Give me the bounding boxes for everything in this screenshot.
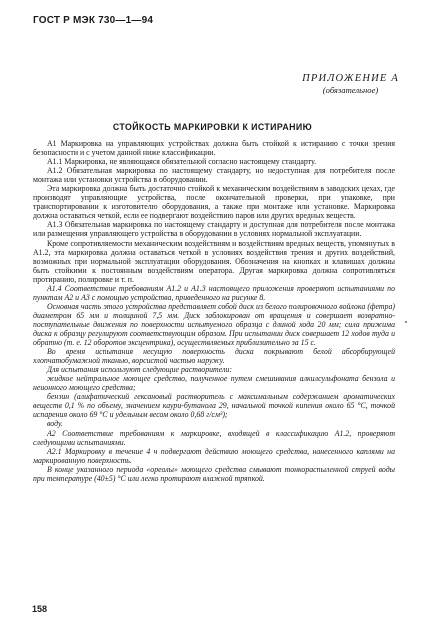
paragraph-a1-2-detail: Эта маркировка должна быть достаточно стойкой к механическим воздействиям в заводских цехах, где производят управляющие устройства, после окончательной проверки, при упаковке, при транспортировании к изготовителю оборудования, а также при монтаже или установке. Маркировка должна оставаться четкой, если ее подвергают воздействию паров или других вредных веществ. — [33, 184, 395, 221]
scan-speck — [405, 321, 407, 323]
paragraph-a1-3-detail: Кроме сопротивляемости механическим воздействиям и воздействиям вредных веществ, упомянутых в А1.2, эта маркировка должна оставаться четкой в условиях воздействия трения и других воздействий, возможных при нормальной эксплуатации оборудования. Обозначения на кнопках и клавишах должны быть стойкими к постоянным воздействиям оператора. Другая маркировка должна сопротивляться протиранию, полировке и т. п. — [33, 238, 395, 284]
paragraph-a2: А2 Соответствие требованиям к маркировке, входящей в классификацию А1.2, проверяют следующими испытаниями. — [33, 428, 395, 447]
section-title: СТОЙКОСТЬ МАРКИРОВКИ К ИСТИРАНИЮ — [112, 122, 313, 132]
page-number: 158 — [32, 604, 48, 614]
paragraph-device-description: Основная часть этого устройства представляет собой диск из белого полировочного войлока (фетра) диаметром 65 мм и толщиной 7,5 мм. Диск заблокирован от вращения и совершает возвратно-поступательные движения по поверхности испытуемого образца с длиной хода 20 мм; сила прижима диска к образцу регулируют соответствующим образом. При испытании диск совершает 12 ходов туда и обратно (т. е. 12 оборотов эксцентрика), осуществляемых приблизительно за 15 с. — [33, 301, 395, 348]
paragraph-solvents-intro: Для испытания используют следующие растворители: — [47, 365, 232, 375]
paragraph-a1-3: А1.3 Обязательная маркировка по настоящему стандарту и доступная для потребителя после монтажа или размещения управляющего устройства в оборудовании в условиях нормальной эксплуатации. — [33, 220, 395, 239]
paragraph-solvent-water: воду. — [47, 419, 63, 429]
paragraph-fabric: Во время испытания несущую поверхность диска покрывают белой абсорбирующей хлопчатобумажной тканью, ворсистой частью наружу. — [33, 347, 395, 366]
appendix-title: ПРИЛОЖЕНИЕ А — [302, 73, 399, 84]
paragraph-solvent-detergent: жидкое нейтральное моющее средство, полученное путем смешивания алкилсульфоната бензола и неионного моющего средства; — [33, 374, 395, 393]
paragraph-solvent-benzine: бензин (алифатический гексановый растворитель с максимальным содержанием ароматических веществ 0,1 % по объему, значением каури-бутанола 29, начальной точкой кипения около 65 °С, точкой испарения около 69 °С и удельным весом около 0,68 г/см³); — [33, 392, 395, 420]
paragraph-a1: А1 Маркировка на управляющих устройствах должна быть стойкой к истиранию с точки зрения безопасности и с учетом данной ниже классификации. — [33, 139, 395, 158]
appendix-heading — [302, 73, 399, 95]
paragraph-a2-1: А2.1 Маркировку в течение 4 ч подвергают действию моющего средства, нанесенного каплями на маркированную поверхность. — [33, 446, 395, 465]
running-header: ГОСТ Р МЭК 730—1—94 — [33, 15, 154, 26]
paragraph-a1-1: А1.1 Маркировка, не являющаяся обязательной согласно настоящему стандарту. — [47, 157, 317, 167]
body-text — [33, 139, 395, 483]
appendix-subtitle: (обязательное) — [322, 85, 379, 95]
paragraph-a1-2: А1.2 Обязательная маркировка по настоящему стандарту, но недоступная для потребителя после монтажа или установки устройства в оборудовании. — [33, 166, 395, 185]
paragraph-a2-1-end: В конце указанного периода «ореолы» моющего средства смывают тонкораспыленной струей воды при температуре (40±5) °С или легко протирают влажной тряпкой. — [33, 464, 395, 483]
paragraph-a1-4: А1.4 Соответствие требованиям А1.2 и А1.3 настоящего приложения проверяют испытаниями по пунктам А2 и А3 с помощью устройства, приведенного на рисунке 8. — [33, 283, 395, 302]
